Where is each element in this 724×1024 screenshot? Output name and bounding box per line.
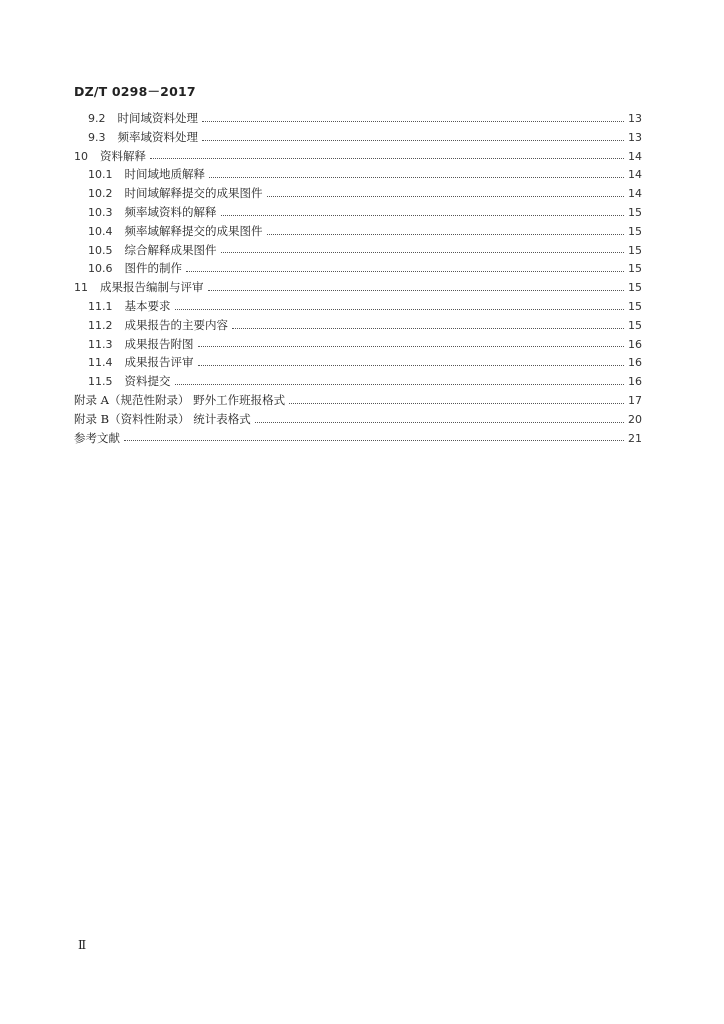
toc-entry-title: 时间域资料处理	[117, 111, 198, 125]
toc-entry-title: 时间域解释提交的成果图件	[124, 186, 263, 201]
toc-entry-number: 10.5	[88, 243, 113, 257]
toc-entry[interactable]	[74, 148, 642, 167]
toc-entry[interactable]	[74, 110, 642, 129]
page-number: Ⅱ	[78, 938, 87, 952]
toc-leader-dots	[221, 215, 625, 216]
standard-code: DZ/T 0298－2017	[74, 84, 196, 99]
toc-entry-title: 时间域地质解释	[124, 167, 205, 182]
toc-entry-page: 15	[628, 262, 642, 276]
toc-entry-page: 13	[628, 130, 642, 144]
toc-leader-dots	[267, 196, 625, 197]
toc-entry-page: 14	[628, 149, 642, 163]
toc-entry-page: 16	[628, 375, 642, 389]
toc-entry-title: 频率域解释提交的成果图件	[124, 223, 263, 238]
toc-entry-number: 10.4	[88, 224, 113, 238]
toc-entry-title: 附录 B（资料性附录） 统计表格式	[74, 411, 251, 426]
toc-leader-dots	[221, 252, 625, 253]
toc-entry[interactable]	[74, 430, 642, 449]
toc-entry[interactable]	[74, 373, 642, 392]
toc-entry-title: 资料解释	[100, 148, 146, 163]
toc-entry-page: 17	[628, 393, 642, 407]
toc-entry-title: 成果报告编制与评审	[100, 280, 204, 295]
toc-entry[interactable]	[74, 185, 642, 204]
toc-entry-title: 成果报告评审	[124, 355, 194, 370]
toc-entry-title: 参考文献	[74, 430, 120, 445]
toc-entry[interactable]	[74, 298, 642, 317]
toc-entry-number: 11.5	[88, 375, 113, 389]
toc-entry-number: 11	[74, 281, 88, 295]
toc-entry-page: 15	[628, 281, 642, 295]
toc-leader-dots	[289, 403, 624, 404]
toc-leader-dots	[175, 309, 625, 310]
toc-entry-number: 9.2	[88, 112, 106, 125]
toc-entry-number: 11.4	[88, 356, 113, 370]
toc-leader-dots	[186, 271, 624, 272]
toc-entry-number: 10	[74, 149, 88, 163]
toc-entry[interactable]	[74, 392, 642, 411]
toc-entry[interactable]	[74, 242, 642, 261]
toc-entry-page: 21	[628, 431, 642, 445]
toc-leader-dots	[255, 422, 624, 423]
toc-entry[interactable]	[74, 260, 642, 279]
toc-entry-title: 附录 A（规范性附录） 野外工作班报格式	[74, 392, 286, 407]
toc-entry-page: 15	[628, 318, 642, 332]
toc-entry-number: 10.3	[88, 205, 113, 219]
toc-entry-page: 15	[628, 243, 642, 257]
toc-entry-page: 16	[628, 356, 642, 370]
table-of-contents	[74, 110, 642, 448]
toc-entry-number: 11.2	[88, 318, 113, 332]
toc-entry-number: 9.3	[88, 130, 106, 144]
toc-entry-page: 15	[628, 299, 642, 313]
toc-leader-dots	[202, 121, 624, 122]
toc-entry-title: 成果报告的主要内容	[124, 317, 228, 332]
toc-entry-title: 频率域资料处理	[117, 129, 198, 144]
toc-entry[interactable]	[74, 129, 642, 148]
toc-entry[interactable]	[74, 317, 642, 336]
toc-entry-title: 成果报告附图	[124, 336, 194, 351]
toc-entry[interactable]	[74, 354, 642, 373]
toc-leader-dots	[198, 346, 625, 347]
toc-entry-number: 11.1	[88, 299, 113, 313]
toc-leader-dots	[198, 365, 625, 366]
toc-leader-dots	[209, 177, 624, 178]
toc-leader-dots	[208, 290, 625, 291]
toc-entry-number: 11.3	[88, 337, 113, 351]
toc-leader-dots	[267, 234, 625, 235]
toc-entry[interactable]	[74, 279, 642, 298]
toc-entry-page: 16	[628, 337, 642, 351]
toc-leader-dots	[124, 440, 624, 441]
toc-leader-dots	[202, 140, 624, 141]
toc-entry[interactable]	[74, 166, 642, 185]
toc-leader-dots	[232, 328, 624, 329]
toc-entry-page: 20	[628, 412, 642, 426]
toc-entry-title: 图件的制作	[124, 261, 182, 276]
toc-entry-number: 10.6	[88, 262, 113, 276]
toc-entry-page: 15	[628, 224, 642, 238]
toc-leader-dots	[150, 158, 624, 159]
toc-entry-page: 13	[628, 112, 642, 125]
toc-leader-dots	[175, 384, 625, 385]
toc-entry-title: 基本要求	[124, 298, 171, 313]
toc-entry[interactable]	[74, 223, 642, 242]
toc-entry-page: 14	[628, 187, 642, 201]
toc-entry-title: 资料提交	[124, 374, 171, 389]
toc-entry-title: 综合解释成果图件	[124, 242, 217, 257]
toc-entry[interactable]	[74, 204, 642, 223]
toc-entry-page: 14	[628, 168, 642, 182]
toc-entry[interactable]	[74, 336, 642, 355]
toc-entry-title: 频率域资料的解释	[124, 204, 217, 219]
toc-entry-page: 15	[628, 205, 642, 219]
toc-entry-number: 10.2	[88, 187, 113, 201]
toc-entry-number: 10.1	[88, 168, 113, 182]
toc-entry[interactable]	[74, 411, 642, 430]
